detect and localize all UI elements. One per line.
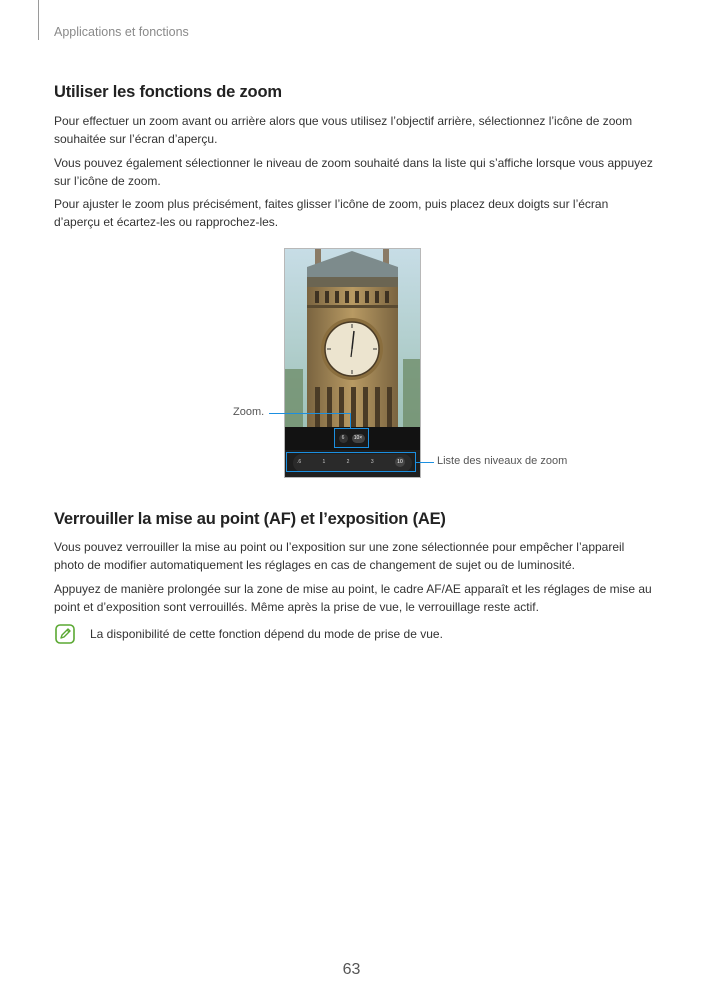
zoom-level-option[interactable]: 3	[370, 459, 374, 465]
zoom-level-option[interactable]: 1	[322, 459, 326, 465]
zoom-level-option[interactable]: .6	[297, 459, 302, 465]
note-icon	[55, 624, 75, 644]
header-rule	[38, 0, 39, 40]
callout-line	[269, 413, 351, 414]
section-title-zoom: Utiliser les fonctions de zoom	[54, 83, 282, 101]
zoom-button-active[interactable]: 10×	[352, 434, 365, 443]
paragraph: Pour effectuer un zoom avant ou arrière alors que vous utilisez l’objectif arrière, sélectionnez l’icône de zoom souhaitée sur l’écran d’aperçu.	[54, 114, 633, 146]
callout-line	[416, 462, 434, 463]
note-text: La disponibilité de cette fonction dépend du mode de prise de vue.	[90, 627, 443, 641]
callout-zoom-label: Zoom.	[233, 406, 265, 418]
page-number: 63	[342, 961, 361, 978]
zoom-level-option[interactable]: 2	[346, 459, 350, 465]
paragraph: Vous pouvez verrouiller la mise au point ou l’exposition sur une zone sélectionnée pour empêcher l’appareil photo de modifier automatiquement les réglages en cas de changement de sujet ou de luminosité.	[54, 540, 625, 572]
zoom-level-list[interactable]	[286, 452, 416, 472]
zoom-button-group[interactable]	[334, 428, 369, 448]
zoom-level-option-active[interactable]: 10	[395, 457, 405, 467]
paragraph: Vous pouvez également sélectionner le niveau de zoom souhaité dans la liste qui s’affiche lorsque vous appuyez sur l’icône de zoom.	[54, 156, 653, 188]
callout-list-label: Liste des niveaux de zoom	[437, 455, 568, 467]
paragraph: Appuyez de manière prolongée sur la zone de mise au point, le cadre AF/AE apparaît et les réglages de mise au point et d’exposition sont verrouillés. Même après la prise de vue, le verrouillage reste actif.	[54, 582, 652, 614]
zoom-button[interactable]: 6	[339, 434, 348, 443]
paragraph: Pour ajuster le zoom plus précisément, faites glisser l’icône de zoom, puis placez deux doigts sur l’écran d’aperçu et écartez-les ou rapprochez-les.	[54, 197, 609, 229]
section-title-af-ae: Verrouiller la mise au point (AF) et l’exposition (AE)	[54, 510, 446, 528]
header-title: Applications et fonctions	[54, 25, 189, 39]
callout-line	[350, 413, 351, 428]
